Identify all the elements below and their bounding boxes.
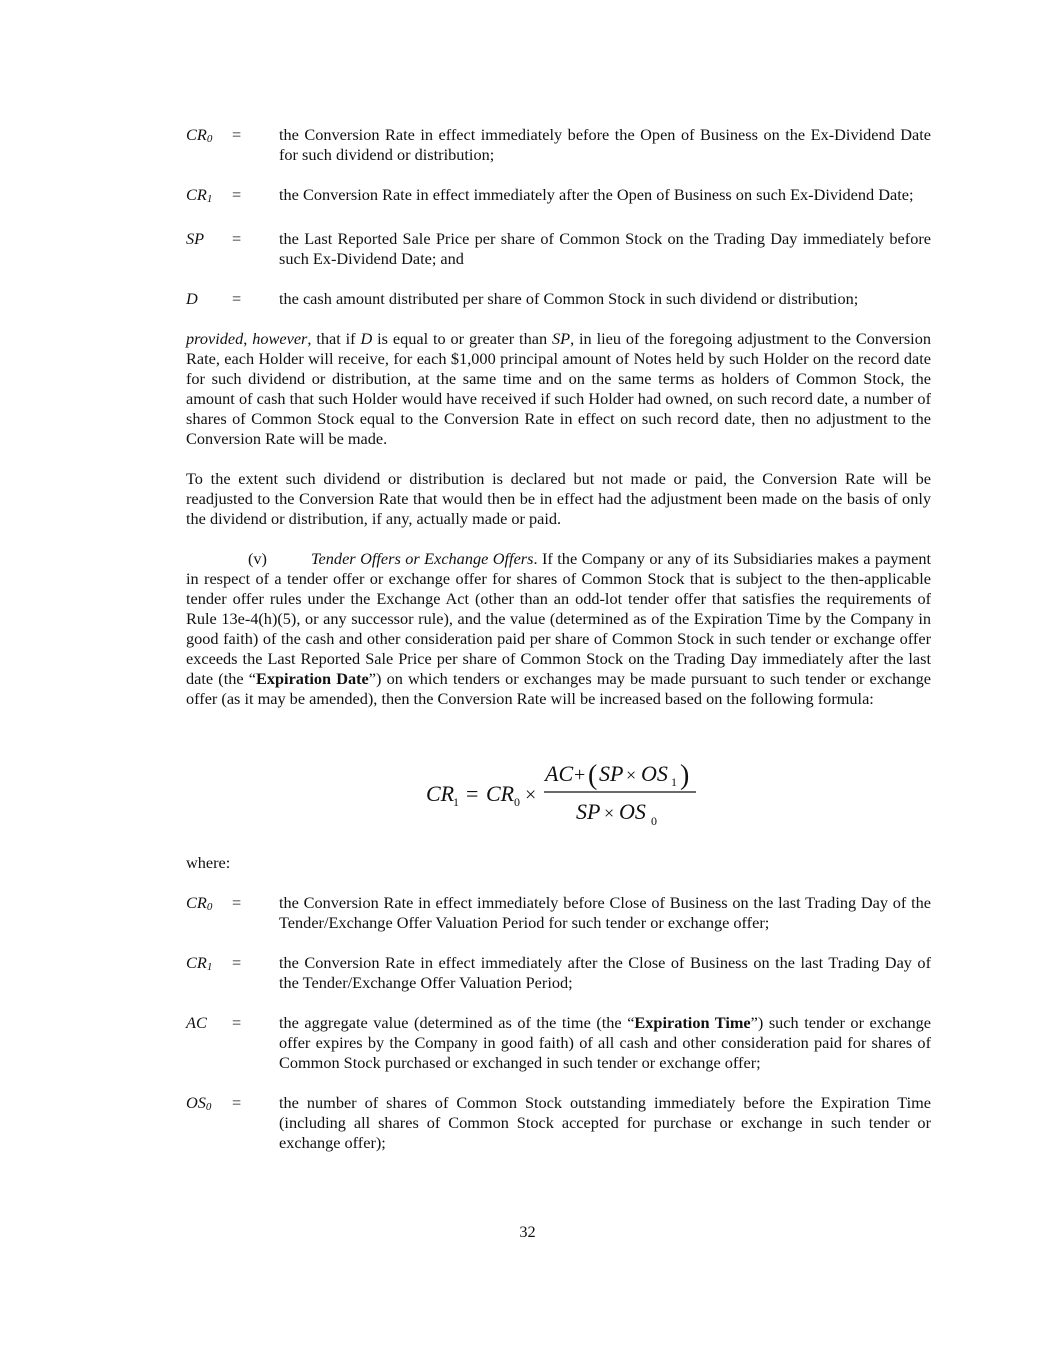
- numerator-sp: SP: [598, 761, 623, 786]
- definition-symbol: $CR_1$: [186, 185, 213, 205]
- defined-term: Expiration Time: [634, 1013, 751, 1032]
- numerator-ac: AC: [544, 761, 573, 786]
- definition-text: the aggregate value (determined as of the time (the “Expiration Time”) such tender or exchange offer expires by the Company in good faith) of all cash and other consideration paid for shares of Common Stock purchased or exchanged in such tender or exchange offer;: [279, 1013, 931, 1072]
- denominator-sp: SP: [575, 799, 600, 824]
- formula-equals: =: [465, 781, 478, 806]
- equals-sign: =: [232, 1013, 242, 1032]
- equals-sign: =: [232, 125, 242, 144]
- page-content: [186, 125, 931, 1153]
- denominator-times: ×: [603, 803, 614, 823]
- formula-rhs: CR: [485, 781, 514, 806]
- numerator-os-sub: 1: [670, 775, 677, 789]
- definition-symbol: $CR_0$: [186, 125, 213, 145]
- section-title: Tender Offers or Exchange Offers: [311, 549, 534, 568]
- proviso-paragraph: provided, however, that if D is equal to or greater than SP, in lieu of the foregoing adjustment to the Conversion Rate, each Holder will receive, for each $1,000 principal amount of Notes held by such Holder on the record date for such dividend or distribution, at the same time and on the same terms as holders of Common Stock, the amount of cash that such Holder would have received if such Holder had owned, on such record date, a number of shares of Common Stock equal to the Conversion Rate in effect on such record date, then no adjustment to the Conversion Rate will be made.: [186, 329, 931, 448]
- conversion-formula: [186, 759, 931, 829]
- readjustment-paragraph: To the extent such dividend or distribution is declared but not made or paid, the Conversion Rate will be readjusted to the Conversion Rate that would then be in effect had the adjustment been made on the basis of only the dividend or distribution, if any, actually made or paid.: [186, 469, 931, 528]
- definition-symbol: D: [186, 289, 198, 308]
- numerator-open-paren: (: [587, 760, 597, 791]
- formula-lhs-sub: 1: [452, 795, 459, 809]
- numerator-os: OS: [640, 761, 668, 786]
- definition-text: the cash amount distributed per share of Common Stock in such dividend or distribution;: [279, 289, 859, 308]
- definition-text: the Conversion Rate in effect immediately before Close of Business on the last Trading Day of the Tender/Exchange Offer Valuation Period for such tender or exchange offer;: [279, 893, 931, 932]
- definition-symbol: AC: [186, 1013, 207, 1032]
- definition-d: [186, 289, 931, 309]
- definition-cr1-tender: [186, 953, 931, 993]
- definition-symbol: $OS_0$: [186, 1093, 212, 1113]
- equals-sign: =: [232, 289, 242, 308]
- definition-text: the Last Reported Sale Price per share of Common Stock on the Trading Day immediately before such Ex-Dividend Date; and: [279, 229, 931, 268]
- formula-graphic: [424, 759, 714, 829]
- definition-ac: [186, 1013, 931, 1073]
- equals-sign: =: [232, 953, 242, 972]
- where-label: where:: [186, 853, 231, 872]
- definition-text: the Conversion Rate in effect immediately before the Open of Business on the Ex-Dividend Date for such dividend or distribution;: [279, 125, 931, 164]
- formula-times: ×: [524, 784, 536, 806]
- equals-sign: =: [232, 229, 242, 248]
- definition-sp: [186, 229, 931, 269]
- definition-os0: [186, 1093, 931, 1153]
- definition-cr0-tender: [186, 893, 931, 933]
- formula-lhs: CR: [425, 781, 454, 806]
- equals-sign: =: [232, 893, 242, 912]
- numerator-times: ×: [625, 765, 636, 785]
- numerator-close-paren: ): [679, 760, 689, 791]
- numerator-plus: +: [573, 764, 585, 786]
- denominator-os-sub: 0: [650, 814, 657, 828]
- definition-cr0: [186, 125, 931, 165]
- definition-cr1: [186, 185, 931, 209]
- page-number: 32: [519, 1222, 536, 1241]
- definition-symbol: SP: [186, 229, 205, 248]
- definition-text: the Conversion Rate in effect immediately after the Close of Business on the last Trading Day of the Tender/Exchange Offer Valuation Period;: [279, 953, 931, 992]
- equals-sign: =: [232, 1093, 242, 1112]
- definition-symbol: $CR_0$: [186, 893, 213, 913]
- definition-text: the Conversion Rate in effect immediately after the Open of Business on such Ex-Dividend Date;: [279, 185, 914, 204]
- section-label: (v): [248, 549, 267, 568]
- formula-rhs-sub: 0: [513, 795, 520, 809]
- defined-term: Expiration Date: [255, 669, 369, 688]
- definition-symbol: $CR_1$: [186, 953, 213, 973]
- denominator-os: OS: [618, 799, 646, 824]
- section-v-paragraph: (v) Tender Offers or Exchange Offers. If the Company or any of its Subsidiaries makes a payment in respect of a tender offer or exchange offer for shares of Common Stock that is subject to the then-applicable tender offer rules under the Exchange Act (other than an odd-lot tender offer that satisfies the requirements of Rule 13e-4(h)(5), or any successor rule), and the value (determined as of the Expiration Time by the Company in good faith) of the cash and other consideration paid per share of Common Stock in such tender or exchange offer exceeds the Last Reported Sale Price per share of Common Stock on the Trading Day immediately after the last date (the “Expiration Date”) on which tenders or exchanges may be made pursuant to such tender or exchange offer (as it may be amended), then the Conversion Rate will be increased based on the following formula:: [186, 549, 932, 708]
- equals-sign: =: [232, 185, 242, 204]
- definition-text: the number of shares of Common Stock outstanding immediately before the Expiration Time (including all shares of Common Stock accepted for purchase or exchange in such tender or exchange offer);: [279, 1093, 931, 1152]
